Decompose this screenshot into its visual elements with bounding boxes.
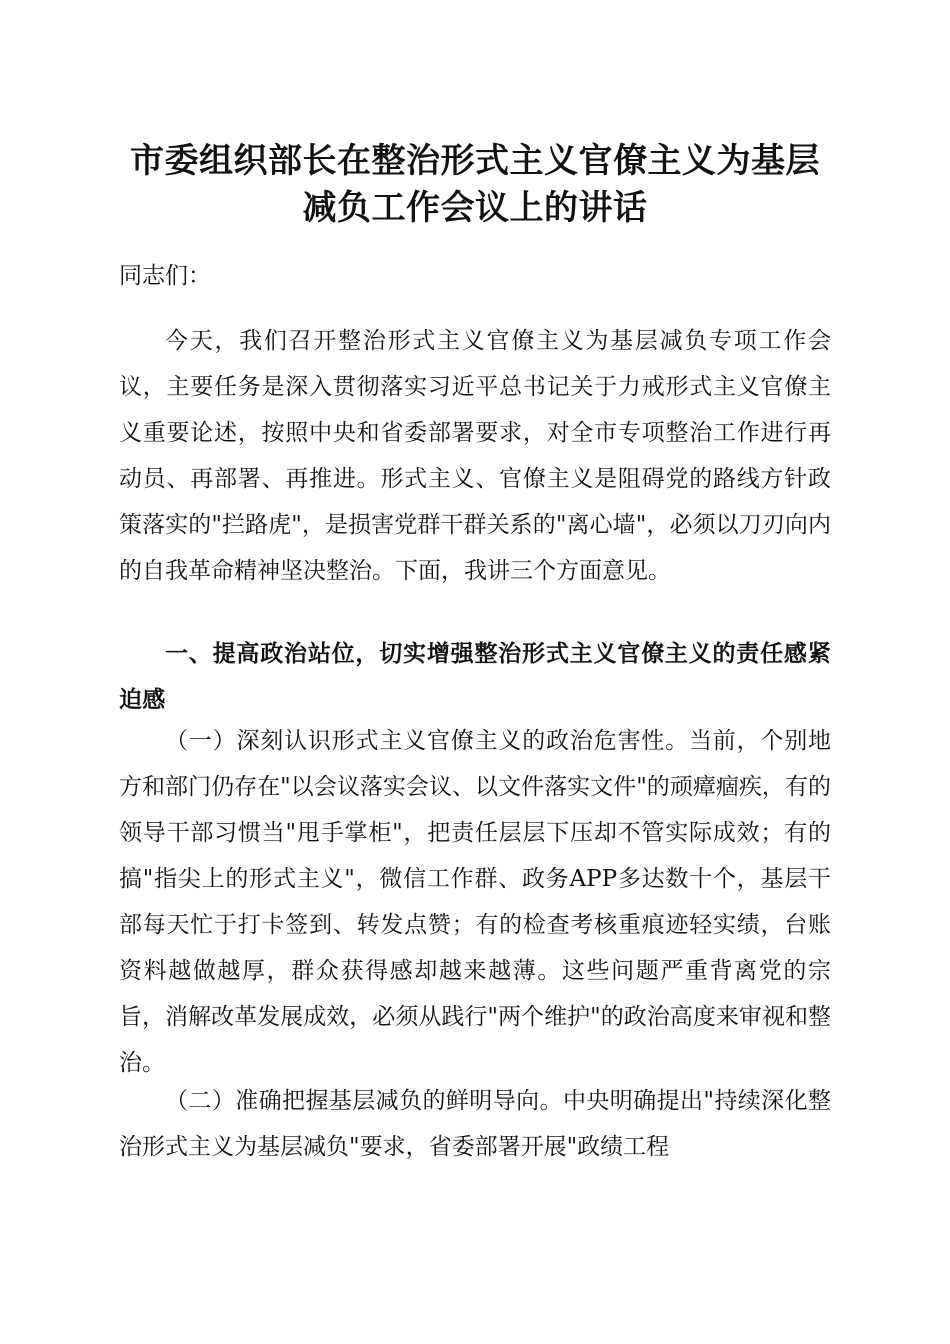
subsection-2-lead: （二）准确把握基层减负的鲜明导向。: [165, 1088, 563, 1114]
salutation: 同志们：: [119, 263, 211, 289]
document-title-line-2: 减负工作会议上的讲话: [302, 188, 648, 228]
paragraph-subsection-1: [119, 718, 831, 1086]
subsection-1-lead: （一）深刻认识形式主义官僚主义的政治危害性。: [165, 728, 689, 754]
paragraph-opening: 今天，我们召开整治形式主义官僚主义为基层减负专项工作会议，主要任务是深入贯彻落实习近平总书记关于力戒形式主义官僚主义重要论述，按照中央和省委部署要求，对全市专项整治工作进行再动员、再部署、再推进。形式主义、官僚主义是阻碍党的路线方针政策落实的"拦路虎"，是损害党群干群关系的"离心墙"，必须以刀刃向内的自我革命精神坚决整治。下面，我讲三个方面意见。: [119, 328, 831, 584]
subsection-2-text: 中央明确提出"持续深化整治形式主义为基层减负"要求，省委部署开展"政绩工程: [119, 1088, 831, 1160]
section-heading-1: 一、提高政治站位，切实增强整治形式主义官僚主义的责任感紧迫感: [119, 641, 831, 713]
subsection-1-text: 当前，个别地方和部门仍存在"以会议落实会议、以文件落实文件"的顽瘴痼疾，有的领导干部习惯当"甩手掌柜"，把责任层层下压却不管实际成效；有的搞"指尖上的形式主义"，微信工作群、政务APP多达数十个，基层干部每天忙于打卡签到、转发点赞；有的检查考核重痕迹轻实绩，台账资料越做越厚，群众获得感却越来越薄。这些问题严重背离党的宗旨，消解改革发展成效，必须从践行"两个维护"的政治高度来审视和整治。: [119, 728, 832, 1076]
paragraph-subsection-2: [119, 1078, 831, 1170]
document-title-line-1: 市委组织部长在整治形式主义官僚主义为基层: [130, 141, 820, 181]
